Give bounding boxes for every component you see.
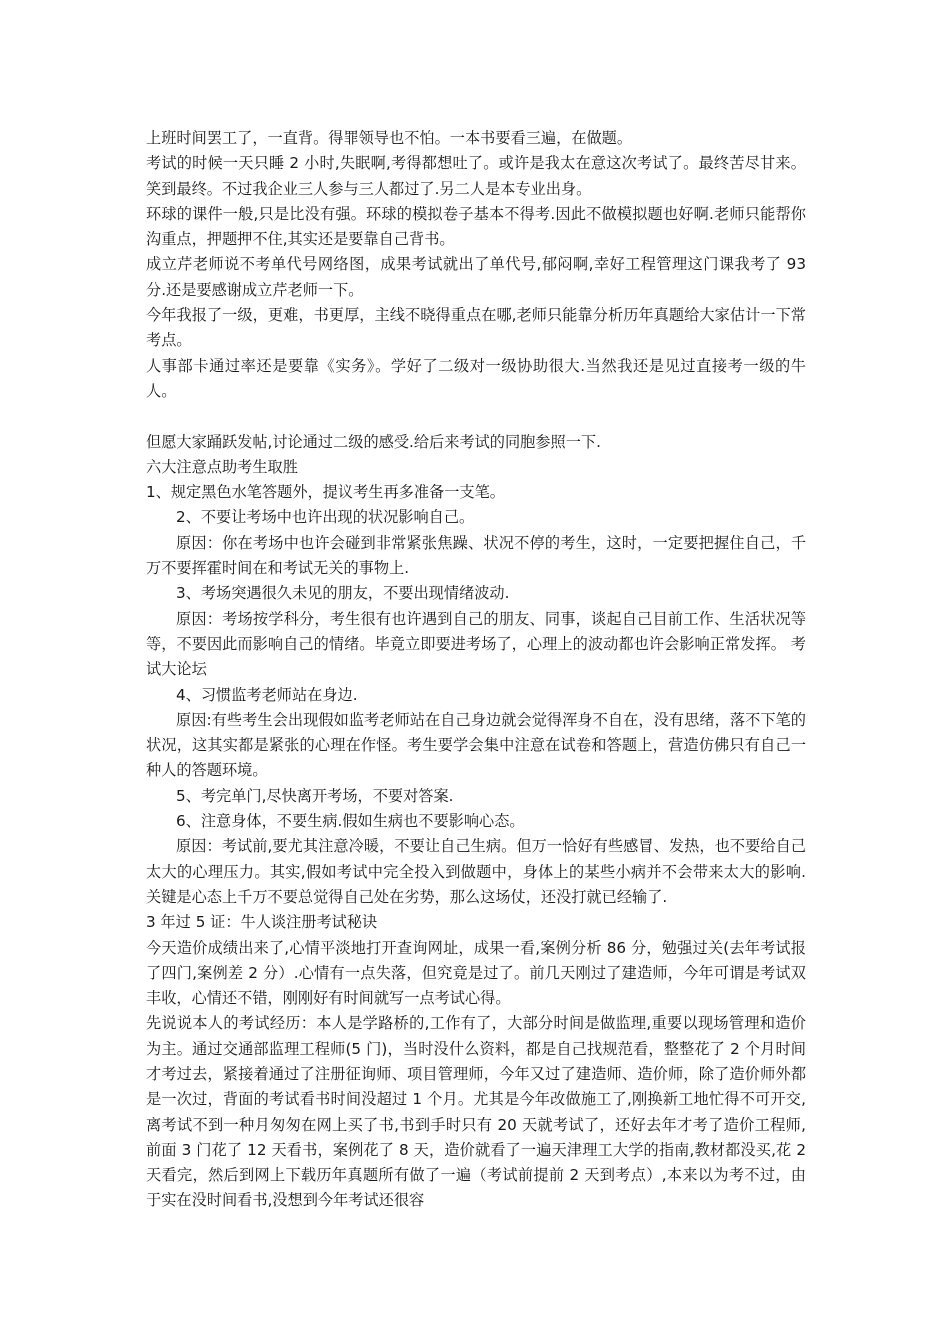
- tip-3-reason: 原因：考场按学科分，考生很有也许遇到自己的朋友、同事，谈起自己目前工作、生活状况等等，不要因此而影响自己的情绪。毕竟立即要进考场了，心理上的波动都也许会影响正常发挥。 考试大论坛: [146, 609, 806, 679]
- document-page: [146, 126, 806, 1214]
- paragraph-6: 人事部卡通过率还是要靠《实务》。学好了二级对一级协助很大.当然我还是见过直接考一级的牛人。: [146, 356, 806, 400]
- blank-line: [146, 404, 806, 429]
- tip-2-reason: 原因：你在考场中也许会碰到非常紧张焦躁、状况不停的考生，这时，一定要把握住自己，千万不要挥霍时间在和考试无关的事物上.: [146, 533, 806, 578]
- tip-6-reason: 原因：考试前,要尤其注意冷暖，不要让自己生病。但万一恰好有些感冒、发热，也不要给自己太大的心理压力。其实,假如考试中完全投入到做题中，身体上的某些小病并不会带来太大的影响.关键是心态上千万不要总觉得自己处在劣势，那么这场仗，还没打就已经输了.: [146, 837, 806, 906]
- paragraph-9: 先说说本人的考试经历：本人是学路桥的,工作有了，大部分时间是做监理,重要以现场管理和造价为主。通过交通部监理工程师(5 门)，当时没什么资料，都是自己找规范看，整整花了 2 个月时间才考过去，紧接着通过了注册征询师、项目管理师，今年又过了建造师、造价师，除了造价师外都是一次过，背面的考试看书时间没超过 1 个月。尤其是今年改做施工了,刚换新工地忙得不可开交,离考试不到一种月匆匆在网上买了书,书到手时只有 20 天就考试了，还好去年才考了造价工程师,前面 3 门花了 12 天看书，案例花了 8 天，造价就看了一遍天津理工大学的指南,教材都没买,花 2 天看完，然后到网上下载历年真题所有做了一遍（考试前提前 2 天到考点）,本来以为考不过，由于实在没时间看书,没想到今年考试还很容: [146, 1014, 806, 1210]
- paragraph-7: 但愿大家踊跃发帖,讨论通过二级的感受.给后来考试的同胞参照一下.: [146, 432, 601, 451]
- tip-6: 6、注意身体，不要生病.假如生病也不要影响心态。: [176, 812, 525, 831]
- tip-4: 4、习惯监考老师站在身边.: [176, 685, 358, 704]
- paragraph-5: 今年我报了一级，更难，书更厚，主线不晓得重点在哪,老师只能靠分析历年真题给大家估计一下常考点。: [146, 306, 806, 350]
- tip-1: 1、规定黑色水笔答题外，提议考生再多准备一支笔。: [146, 483, 505, 502]
- section-title-secrets: 3 年过 5 证：牛人谈注册考试秘诀: [146, 913, 378, 932]
- paragraph-3: 环球的课件一般,只是比没有强。环球的模拟卷子基本不得考.因此不做模拟题也好啊.老师只能帮你沟重点，押题押不住,其实还是要靠自己背书。: [146, 204, 806, 249]
- tip-4-reason: 原因:有些考生会出现假如监考老师站在自己身边就会觉得浑身不自在，没有思绪，落不下笔的状况，这其实都是紧张的心理在作怪。考生要学会集中注意在试卷和答题上，营造仿佛只有自己一种人的答题环境。: [146, 710, 806, 780]
- tip-2: 2、不要让考场中也许出现的状况影响自己。: [176, 508, 475, 527]
- paragraph-8: 今天造价成绩出来了,心情平淡地打开查询网址，成果一看,案例分析 86 分，勉强过关(去年考试报了四门,案例差 2 分）.心情有一点失落，但究竟是过了。前几天刚过了建造师，今年可谓是考试双丰收，心情还不错，刚刚好有时间就写一点考试心得。: [146, 938, 806, 1008]
- section-title-tips: 六大注意点助考生取胜: [146, 457, 298, 476]
- paragraph-4: 成立芹老师说不考单代号网络图，成果考试就出了单代号,郁闷啊,幸好工程管理这门课我考了 93 分.还是要感谢成立芹老师一下。: [146, 255, 806, 299]
- tip-5: 5、考完单门,尽快离开考场，不要对答案.: [176, 786, 454, 805]
- paragraph-2: 考试的时候一天只睡 2 小时,失眠啊,考得都想吐了。或许是我太在意这次考试了。最终苦尽甘来。笑到最终。不过我企业三人参与三人都过了.另二人是本专业出身。: [146, 154, 806, 198]
- paragraph-1: 上班时间罢工了，一直背。得罪领导也不怕。一本书要看三遍，在做题。: [146, 129, 632, 147]
- tip-3: 3、考场突遇很久未见的朋友，不要出现情绪波动.: [176, 584, 510, 603]
